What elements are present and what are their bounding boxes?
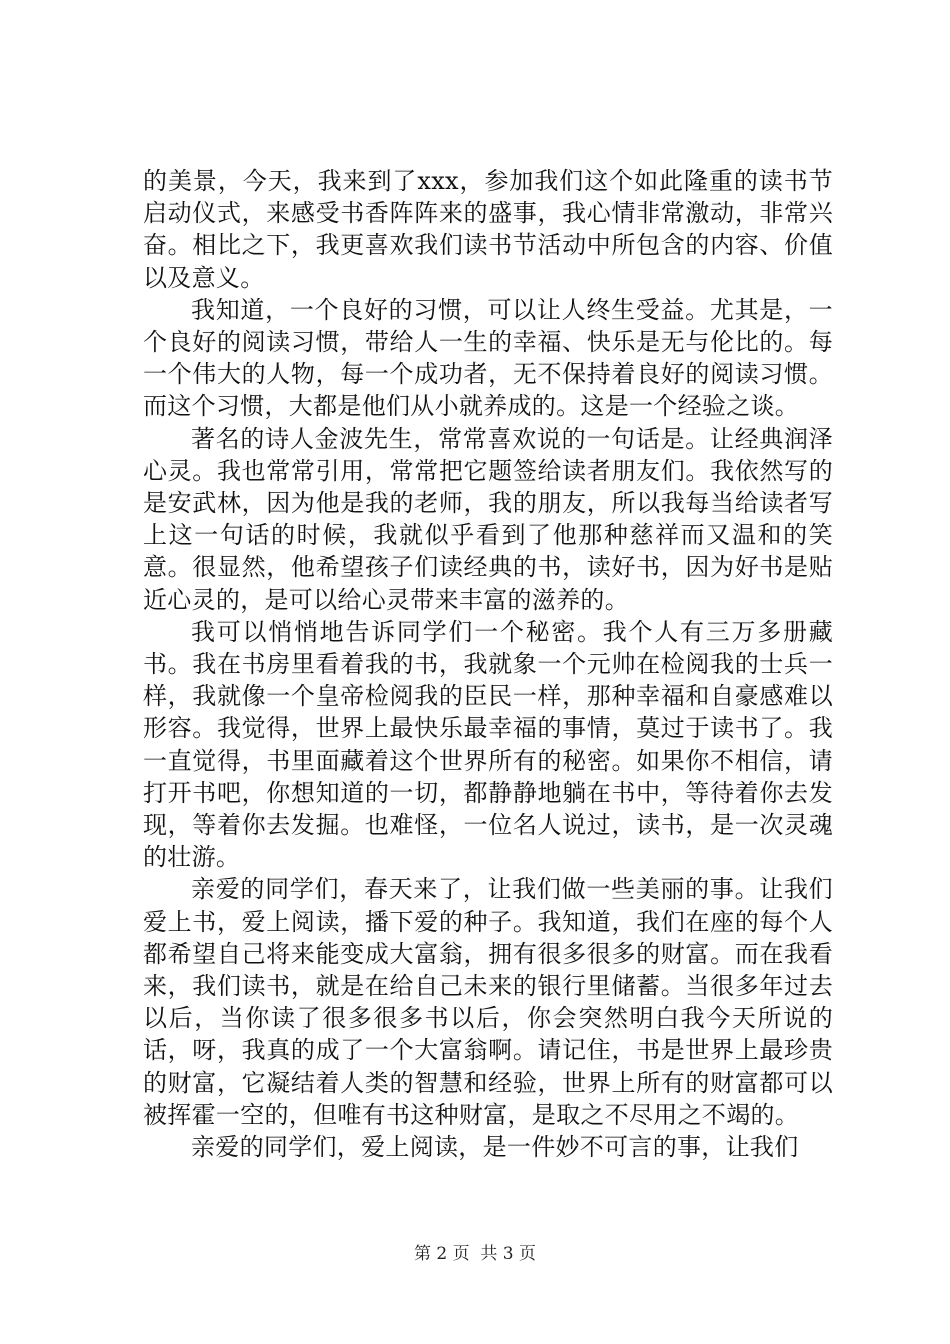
page-footer — [0, 1243, 950, 1265]
paragraph-3: 著名的诗人金波先生，常常喜欢说的一句话是。让经典润泽心灵。我也常常引用，常常把它题签给读者朋友们。我依然写的是安武林，因为他是我的老师，我的朋友，所以我每当给读者写上这一句话的时候，我就似乎看到了他那种慈祥而又温和的笑意。很显然，他希望孩子们读经典的书，读好书，因为好书是贴近心灵的，是可以给心灵带来丰富的滋养的。 — [143, 424, 833, 614]
paragraph-1: 的美景，今天，我来到了xxx，参加我们这个如此隆重的读书节启动仪式，来感受书香阵阵来的盛事，我心情非常激动，非常兴奋。相比之下，我更喜欢我们读书节活动中所包含的内容、价值以及意义。 — [143, 167, 833, 292]
page-number-label: 第 2 页 共 3 页 — [413, 1244, 537, 1264]
paragraph-2: 我知道，一个良好的习惯，可以让人终生受益。尤其是，一个良好的阅读习惯，带给人一生的幸福、快乐是无与伦比的。每一个伟大的人物，每一个成功者，无不保持着良好的阅读习惯。而这个习惯，大都是他们从小就养成的。这是一个经验之谈。 — [143, 295, 833, 421]
paragraph-4: 我可以悄悄地告诉同学们一个秘密。我个人有三万多册藏书。我在书房里看着我的书，我就象一个元帅在检阅我的士兵一样，我就像一个皇帝检阅我的臣民一样，那种幸福和自豪感难以形容。我觉得，世界上最快乐最幸福的事情，莫过于读书了。我一直觉得，书里面藏着这个世界所有的秘密。如果你不相信，请打开书吧，你想知道的一切，都静静地躺在书中，等待着你去发现，等着你去发掘。也难怪，一位名人说过，读书，是一次灵魂的壮游。 — [143, 617, 833, 872]
paragraph-6: 亲爱的同学们，爱上阅读，是一件妙不可言的事，让我们 — [191, 1133, 799, 1162]
paragraph-5: 亲爱的同学们，春天来了，让我们做一些美丽的事。让我们爱上书，爱上阅读，播下爱的种子。我知道，我们在座的每个人都希望自己将来能变成大富翁，拥有很多很多的财富。而在我看来，我们读书，就是在给自己未来的银行里储蓄。当很多年过去以后，当你读了很多很多书以后，你会突然明白我今天所说的话，呀，我真的成了一个大富翁啊。请记住，书是世界上最珍贵的财富，它凝结着人类的智慧和经验，世界上所有的财富都可以被挥霍一空的，但唯有书这种财富，是取之不尽用之不竭的。 — [143, 875, 833, 1129]
document-body — [143, 165, 833, 1163]
